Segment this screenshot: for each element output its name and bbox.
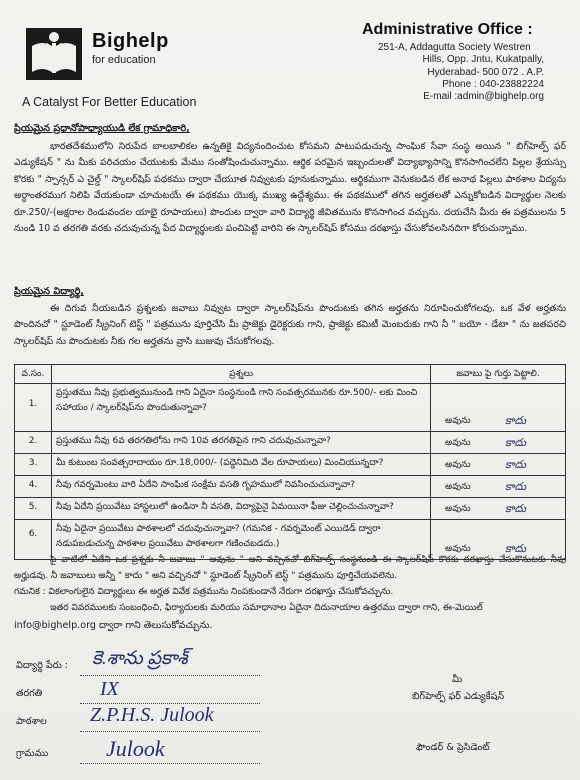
eligibility-paragraph: ఈ దిగువ నీయబడిన ప్రశ్నలకు జవాబు నివ్వుట ద్వారా స్కాలర్‌షిప్‌ను పొందుటకు తగిన అర్హతను నిరూపించుకోగలవు. ఒక వేళ అర్హతను పొందినచో " స్టూడెంట్ స్క్రీనింగ్ టెస్ట్ " పత్రమును పూర్తిచేసి మీ ప్రాజెక్టు డైరెక్టరుకు గాని, ప్రాజెక్టు కమిటీ మెంబరుకు గాని నీ " బయో - డేటా " ను జతపరచి స్కాలర్‌షిప్ ను పొందుటకు నీకు గల అర్హతను వ్రాసి బుజువు చేసుకోగలవు. bbox=[14, 303, 566, 347]
answer-cell[interactable] bbox=[431, 476, 566, 498]
question-text: మీ కుటుంబ సంవత్సరాదాయం రూ.18,000/- (పద్దెనిమిది వేల రూపాయలు) మించియున్నదా? bbox=[52, 454, 431, 476]
row-number: 6. bbox=[15, 520, 52, 560]
organisation-name: బిగ్‌హెల్ప్ ఫర్ ఎడ్యుకేషన్ bbox=[412, 691, 505, 702]
answer-no[interactable]: కాదు bbox=[505, 543, 527, 555]
question-text: నీవు ఏదేని ప్రయివేటు హాస్టలులో ఉండినా నీ వసతి, విద్యాపైనై ఏమయినా ఫీజు చెల్లించుచున్నావా? bbox=[52, 498, 431, 520]
answer-cell[interactable] bbox=[431, 384, 566, 432]
brand-block bbox=[92, 30, 169, 66]
answer-cell[interactable] bbox=[431, 498, 566, 520]
village-label: గ్రామము bbox=[16, 748, 49, 759]
school-label: పాఠశాల bbox=[16, 716, 47, 727]
answer-yes[interactable]: అవును bbox=[445, 544, 471, 554]
answer-yes[interactable]: అవును bbox=[445, 504, 471, 514]
class-label: తరగతి bbox=[16, 688, 43, 699]
contact-email-line: info@bighelp.org ద్వారా గాని తెలుసుకోవచ్చును. bbox=[14, 620, 213, 631]
table-row bbox=[15, 432, 566, 454]
header-questions: ప్రశ్నలు bbox=[52, 365, 431, 384]
row-number: 1. bbox=[15, 384, 52, 432]
answer-no[interactable]: కాదు bbox=[505, 503, 527, 515]
question-text: నీవు గవర్నమెంటు వారి ఏదేని సాంఘిక సంక్షేమ వసతి గృహములో నివసించుచున్నావా? bbox=[52, 476, 431, 498]
office-line: Hills, Opp. Jntu, Kukatpally, bbox=[422, 54, 544, 66]
answer-no[interactable]: కాదు bbox=[505, 415, 527, 427]
class-handwriting: IX bbox=[100, 678, 119, 700]
sign-off-word: మీ bbox=[452, 674, 463, 685]
answer-no[interactable]: కాదు bbox=[505, 481, 527, 493]
student-name-handwriting: కె.శాను ప్రకాశ్ bbox=[92, 648, 188, 669]
office-line: 251-A, Addagutta Society Westren bbox=[378, 42, 531, 53]
contact-paragraph: ఇతర వివరములకు సంబంధించి, ఫిర్యాదులకు మరియు సమాధానాల ఏదైనా దిదునాయాల ఉత్తరము ద్వారా గాని, ఈ-మెయిల్ bbox=[50, 603, 483, 613]
office-email: E-mail :admin@bighelp.org bbox=[423, 91, 544, 103]
answer-yes[interactable]: అవును bbox=[445, 460, 471, 470]
office-address bbox=[362, 20, 562, 103]
answer-no[interactable]: కాదు bbox=[505, 437, 527, 449]
brand-subtitle: for education bbox=[92, 54, 156, 66]
salutation-student: ప్రియమైన విద్యార్థి, bbox=[14, 286, 84, 297]
answer-yes[interactable]: అవును bbox=[445, 482, 471, 492]
office-phone: Phone : 040-23882224 bbox=[442, 78, 544, 90]
questions-table bbox=[14, 364, 566, 560]
student-name-label: విద్యార్థి పేరు : bbox=[16, 660, 69, 671]
office-title: Administrative Office : bbox=[362, 21, 533, 38]
table-row bbox=[15, 454, 566, 476]
row-number: 2. bbox=[15, 432, 52, 454]
table-row bbox=[15, 384, 566, 432]
tagline: A Catalyst For Better Education bbox=[22, 95, 197, 109]
answer-yes[interactable]: అవును bbox=[445, 416, 471, 426]
note-paragraph: గమనిక : వికలాంగులైన విద్యార్థులు ఈ అర్హత వివేక పత్రమును నింపకుండానే నేరుగా దరఖాస్తు చేసుకోవచ్చును. bbox=[14, 587, 394, 597]
row-number: 4. bbox=[15, 476, 52, 498]
answer-no[interactable]: కాదు bbox=[505, 459, 527, 471]
intro-paragraph: భారతదేశములోని నిరుపేద బాలబాలికల ఉన్నతికై విద్యనందించుట కోసమని పాటుపడుచున్న సాంఘిక సేవా సంస్థ అయిన " బిగ్‌హెల్ప్ ఫర్ ఎడ్యుకేషన్ " ను మీకు పరిచయం చేయుటకు మేము సంతోషించుచున్నాము. ఆర్థిక పరమైన ఇబ్బందులతో విద్యాభ్యాసాన్ని కొనసాగించలేని పిల్లల శ్రేయస్సు కొరకు " స్పాన్సర్ ఎ చైల్డ్ " స్కాలర్‌షిప్ పథకము ద్వారా చేయూత నివ్వుటకు పూనుకున్నాము. ఆర్థికముగా వెనుకబడిన లేక అనాథ పిల్లలు పాఠశాల విద్యను అర్ధాంతరముగ నిలిపి వేయకుండా చూచుటయే ఈ పథకము యొక్క ముఖ్య ఉద్దేశ్యము. ఈ పథకములో తగిన అర్హతలతో ఎన్నుకోబడిన విద్యార్థుల నెలకు రూ.250/-(అక్షరాల రెండువందల యాభై రూపాయలు) పొందుట ద్వారా వారి విద్యార్థి జీవితమును కొనసాగించ వచ్చును. దయచేసి మీరు ఈ పత్రములను 5 నుండి 10 వ తరగతి వరకు చదువుచున్న పేద విద్యార్థులకు పంచిపెట్టి వారిని ఈ స్కాలర్‌షిప్ కోసము దరఖాస్తు చేసుకోవలసినదిగా కోరుచున్నాము. bbox=[14, 141, 566, 235]
row-number: 3. bbox=[15, 454, 52, 476]
question-text: నీవు ఏదైనా ప్రయివేటు పాఠశాలలో చదువుచున్నావా? (గమనిక - గవర్నమెంట్ ఎయిడెడ్ ద్వారా నడుపబడుచున్న పాఠశాల ప్రయివేటు పాఠశాలగా గణించబడదు.) bbox=[52, 520, 431, 560]
row-number: 5. bbox=[15, 498, 52, 520]
answer-yes[interactable]: అవును bbox=[445, 438, 471, 448]
salutation-headmaster: ప్రియమైన ప్రధానోపాధ్యాయుడి లేక గ్రామాధికారి, bbox=[14, 123, 190, 134]
question-text: ప్రస్తుతము నీవు ప్రభుత్వమునుండి గాని ఏదైనా సంస్థనుండి గాని సంవత్సరమునకు రూ.500/- లకు మించి సహాయం / స్కాలర్‌షిప్‌ను పొందుతున్నావా? bbox=[52, 384, 431, 432]
brand-name: Bighelp bbox=[92, 30, 169, 52]
answer-cell[interactable] bbox=[431, 454, 566, 476]
office-line: Hyderabad- 500 072 . A.P. bbox=[427, 66, 544, 78]
header-answer: జవాబు పై గుర్తు పెట్టాలి. bbox=[431, 365, 566, 384]
village-field[interactable] bbox=[80, 762, 260, 764]
question-text: ప్రస్తుతము నీవు 6వ తరగతిలోను గాని 10వ తరగతిపైన గాని చదువుచున్నావా? bbox=[52, 432, 431, 454]
founder-title: ఫౌండర్ & ప్రెసిడెంట్ bbox=[416, 742, 490, 753]
table-header-row bbox=[15, 365, 566, 384]
header-serial: వ.సం. bbox=[15, 365, 52, 384]
table-row bbox=[15, 498, 566, 520]
result-paragraph: పై వాటిలో ఏదేని ఒక ప్రశ్నకు నీ జవాబు " అవును " అని వచ్చినచో బిగ్‌హెల్ప్ సంస్థనుండి ఈ స్కాలర్‌షిప్ కొరకు దరఖాస్తు చేసుకొనుటకు నీవు అర్హుడవు. నీ జవాబులు అన్నీ " కాదు " అని వచ్చినచో " స్టూడెంట్ స్క్రీనింగ్ టెస్ట్ " పత్రమును పూర్తిచేయవలెను. bbox=[14, 555, 566, 581]
student-name-field[interactable] bbox=[80, 674, 260, 676]
village-handwriting: Julook bbox=[106, 736, 165, 761]
school-handwriting: Z.P.H.S. Julook bbox=[90, 704, 214, 726]
table-row bbox=[15, 476, 566, 498]
school-field[interactable] bbox=[80, 730, 260, 732]
bighelp-logo-icon bbox=[24, 26, 84, 82]
answer-cell[interactable] bbox=[431, 432, 566, 454]
